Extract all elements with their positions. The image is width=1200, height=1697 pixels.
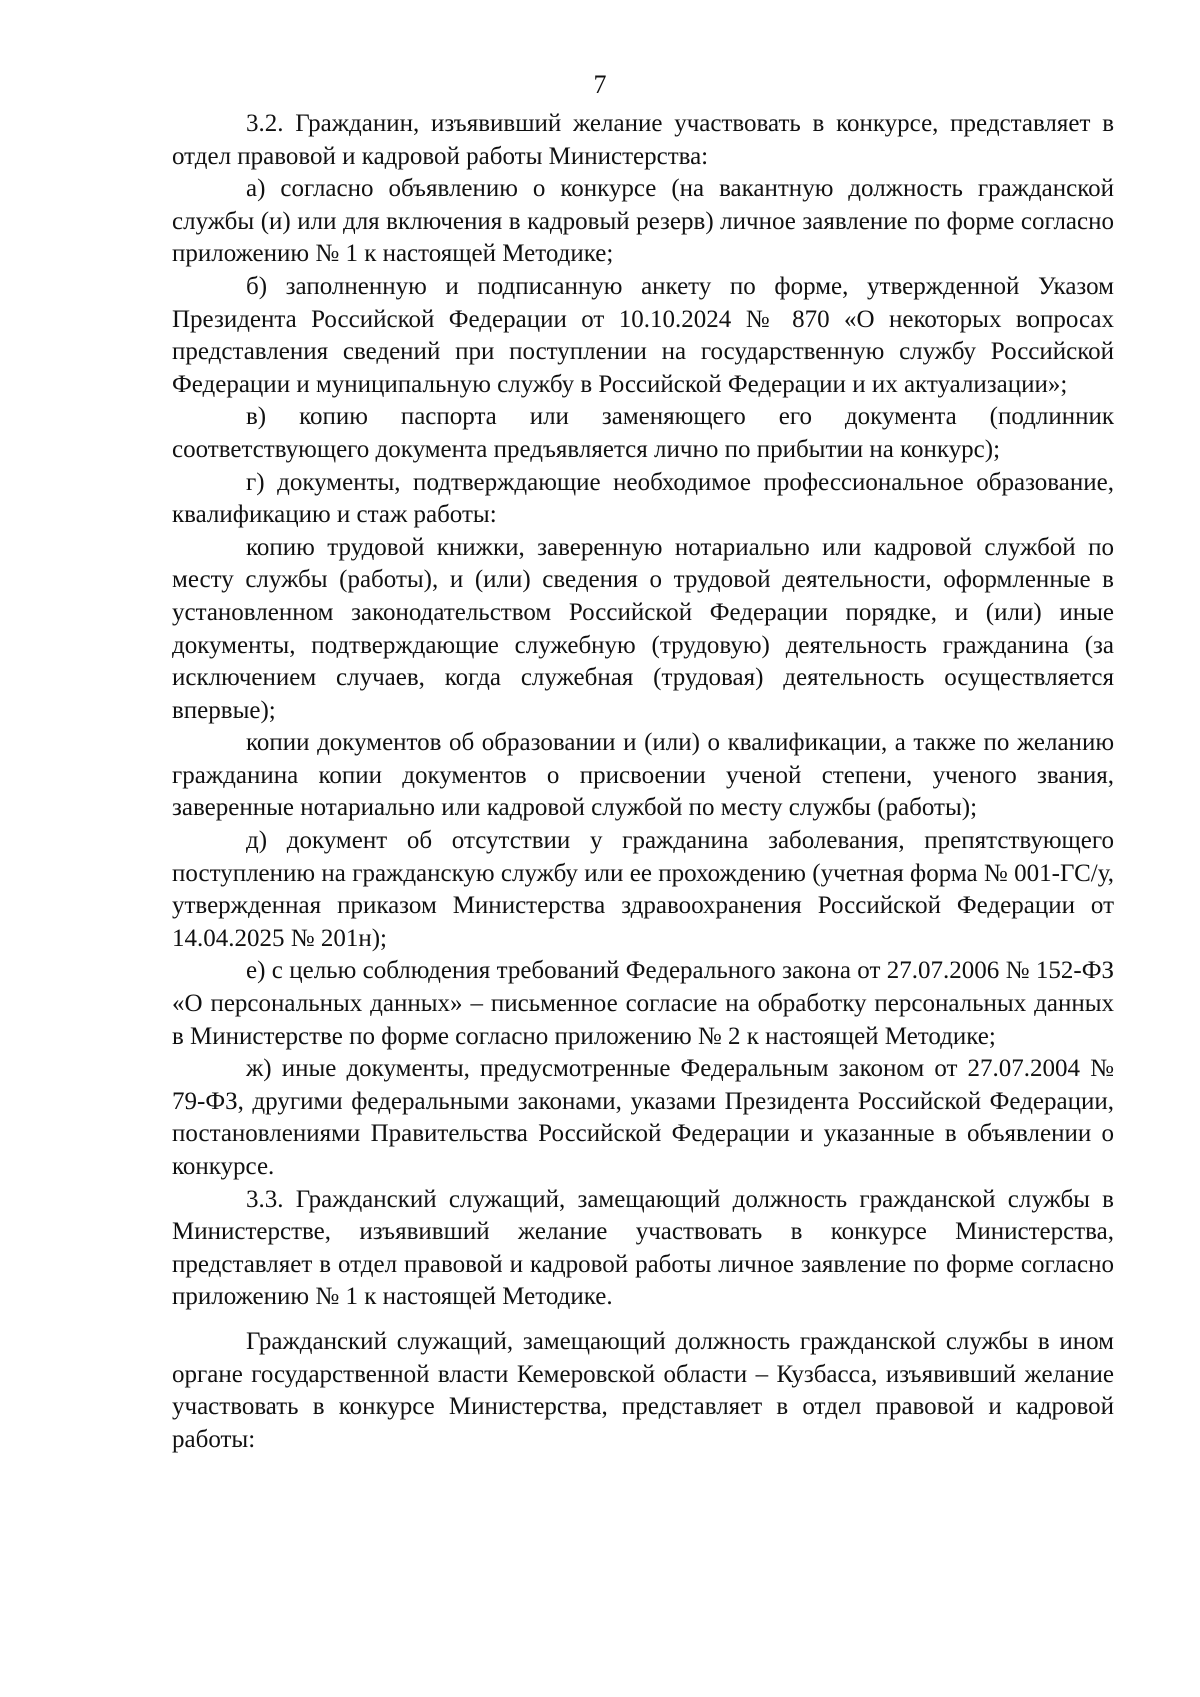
paragraph-item-zh: ж) иные документы, предусмотренные Федеральным законом от 27.07.2004 № 79-ФЗ, другими федеральными законами, указами Президента Российской Федерации, постановлениями Правительства Российской Федерации и указанные в объявлении о конкурсе.	[172, 1055, 1114, 1180]
paragraph-education-docs: копии документов об образовании и (или) о квалификации, а также по желанию гражданина копии документов о присвоении ученой степени, ученого звания, заверенные нотариально или кадровой службой по месту службы (работы);	[172, 729, 1114, 822]
paragraph-item-e: е) с целью соблюдения требований Федерального закона от 27.07.2006 № 152-ФЗ «О персональных данных» – письменное согласие на обработку персональных данных в Министерстве по форме согласно приложению № 2 к настоящей Методике;	[172, 957, 1114, 1050]
paragraph-labor-book: копию трудовой книжки, заверенную нотариально или кадровой службой по месту службы (работы), и (или) сведения о трудовой деятельности, оформленные в установленном законодательством Российской Федерации порядке, и (или) иные документы, подтверждающие служебную (трудовую) деятельность гражданина (за исключением случаев, когда служебная (трудовая) деятельность осуществляется впервые);	[172, 533, 1114, 724]
paragraph-other-body: Гражданский служащий, замещающий должность гражданской службы в ином органе государственной власти Кемеровской области – Кузбасса, изъявивший желание участвовать в конкурсе Министерства, представляет в отдел правовой и кадровой работы:	[172, 1327, 1114, 1453]
paragraph-3-3: 3.3. Гражданский служащий, замещающий должность гражданской службы в Министерстве, изъявивший желание участвовать в конкурсе Министерства, представляет в отдел правовой и кадровой работы личное заявление по форме согласно приложению № 1 к настоящей Методике.	[172, 1185, 1114, 1311]
paragraph-item-g: г) документы, подтверждающие необходимое профессиональное образование, квалификацию и стаж работы:	[172, 468, 1114, 529]
paragraph-3-2: 3.2. Гражданин, изъявивший желание участвовать в конкурсе, представляет в отдел правовой и кадровой работы Министерства:	[172, 110, 1114, 170]
paragraph-item-v: в) копию паспорта или заменяющего его документа (подлинник соответствующего документа предъявляется лично по прибытии на конкурс);	[172, 403, 1114, 463]
page-number: 7	[593, 70, 607, 99]
document-body	[172, 108, 1114, 1456]
paragraph-item-a: а) согласно объявлению о конкурсе (на вакантную должность гражданской службы (и) или для включения в кадровый резерв) личное заявление по форме согласно приложению № 1 к настоящей Методике;	[172, 175, 1114, 268]
paragraph-item-b: б) заполненную и подписанную анкету по форме, утвержденной Указом Президента Российской Федерации от 10.10.2024 № 870 «О некоторых вопросах представления сведений при поступлении на государственную службу Российской Федерации и муниципальную службу в Российской Федерации и их актуализации»;	[172, 272, 1114, 398]
paragraph-item-d: д) документ об отсутствии у гражданина заболевания, препятствующего поступлению на гражданскую службу или ее прохождению (учетная форма № 001-ГС/у, утвержденная приказом Министерства здравоохранения Российской Федерации от 14.04.2025 № 201н);	[172, 827, 1114, 952]
